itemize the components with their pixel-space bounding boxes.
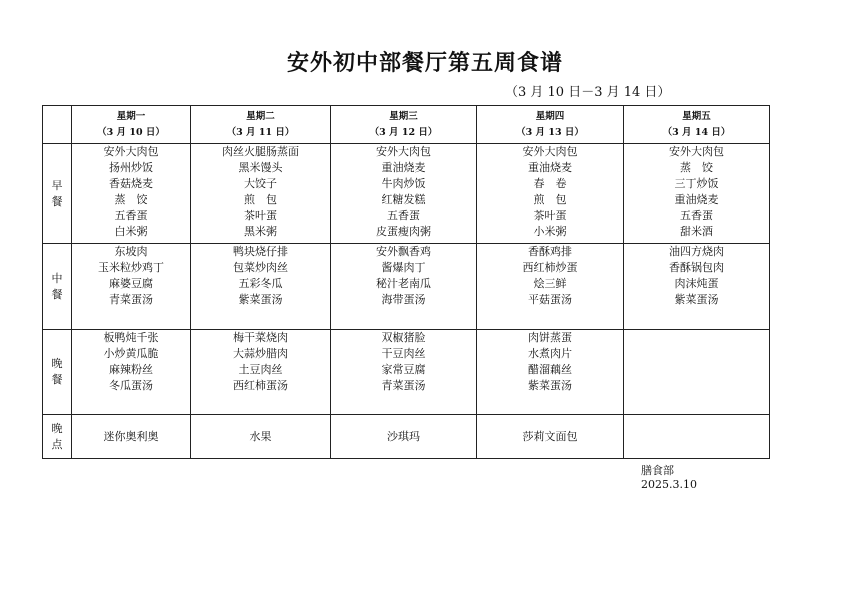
dish-item: 烩三鲜 <box>533 277 567 290</box>
table-header-row <box>43 106 770 144</box>
dish-item: 冬瓜蛋汤 <box>109 379 153 392</box>
meal-label <box>43 330 72 415</box>
dish-item: 煎 包 <box>244 193 277 206</box>
meal-row <box>43 144 770 244</box>
day-header <box>191 106 331 144</box>
dish-item: 安外大肉包 <box>669 145 724 158</box>
dish-item: 秘汁老南瓜 <box>376 277 431 290</box>
dish-item: 双椒猪脸 <box>381 331 426 344</box>
day-date: （3 月 14 日） <box>662 126 731 138</box>
dish-item: 麻婆豆腐 <box>109 277 153 290</box>
day-date: （3 月 12 日） <box>369 126 438 138</box>
dish-item: 牛肉炒饭 <box>381 177 426 190</box>
menu-cell <box>624 144 770 244</box>
menu-cell <box>72 144 191 244</box>
menu-cell <box>331 415 477 459</box>
menu-cell <box>477 144 624 244</box>
menu-cell <box>72 415 191 459</box>
dish-item: 平菇蛋汤 <box>528 293 572 306</box>
dish-item: 春 卷 <box>533 177 567 190</box>
dish-item: 茶叶蛋 <box>244 209 277 222</box>
dish-item: 重油烧麦 <box>674 193 719 206</box>
day-date: （3 月 11 日） <box>226 126 295 138</box>
dish-item: 西红柿蛋汤 <box>233 379 288 392</box>
menu-cell <box>624 330 770 415</box>
meal-label <box>43 244 72 330</box>
dish-item: 扬州炒饭 <box>109 161 153 174</box>
dish-item: 青菜蛋汤 <box>381 379 426 392</box>
dish-item: 安外大肉包 <box>103 145 159 158</box>
meal-label-char: 中 <box>51 271 63 285</box>
dish-item: 香酥锅包肉 <box>669 261 724 274</box>
dish-item: 梅干菜烧肉 <box>233 331 288 344</box>
dish-item: 五彩冬瓜 <box>238 277 283 290</box>
day-header <box>72 106 191 144</box>
dish-item: 黑米馒头 <box>238 161 283 174</box>
dish-item: 水煮肉片 <box>528 347 572 360</box>
menu-cell <box>331 144 477 244</box>
dish-item: 沙琪玛 <box>387 429 420 443</box>
dish-item: 莎莉文面包 <box>522 429 578 443</box>
meal-label-char: 早 <box>51 178 63 192</box>
menu-cell <box>72 330 191 415</box>
menu-cell <box>624 415 770 459</box>
dish-item: 麻辣粉丝 <box>109 363 153 376</box>
meal-row <box>43 415 770 459</box>
meal-label-char: 餐 <box>51 373 63 386</box>
page-title: 安外初中部餐厅第五周食谱 <box>286 50 563 76</box>
dish-item: 肉丝火腿肠蒸面 <box>222 145 299 158</box>
dish-item: 西红柿炒蛋 <box>522 261 578 274</box>
dish-item: 三丁炒饭 <box>674 177 719 190</box>
day-header <box>331 106 477 144</box>
dish-item: 白米粥 <box>114 225 148 238</box>
dish-item: 甜米酒 <box>680 225 713 238</box>
menu-cell <box>72 244 191 330</box>
dish-item: 海带蛋汤 <box>381 293 426 306</box>
menu-cell <box>191 330 331 415</box>
day-name: 星期五 <box>682 110 711 122</box>
dish-item: 重油烧麦 <box>381 161 426 174</box>
menu-cell <box>331 330 477 415</box>
menu-cell <box>331 244 477 330</box>
meal-label-char: 点 <box>51 437 63 451</box>
dish-item: 迷你奥利奥 <box>103 429 159 443</box>
menu-cell <box>477 330 624 415</box>
dish-item: 香菇烧麦 <box>109 177 153 190</box>
meal-label-char: 餐 <box>51 194 63 208</box>
dish-item: 家常豆腐 <box>381 363 426 376</box>
weekly-menu-table <box>42 105 770 459</box>
dish-item: 五香蛋 <box>680 209 713 222</box>
day-header <box>624 106 770 144</box>
menu-cell <box>624 244 770 330</box>
dish-item: 土豆肉丝 <box>238 363 283 376</box>
menu-cell <box>477 415 624 459</box>
menu-cell <box>191 244 331 330</box>
dish-item: 紫菜蛋汤 <box>238 293 283 306</box>
day-name: 星期四 <box>535 110 565 122</box>
day-name: 星期三 <box>389 110 418 122</box>
dish-item: 油四方烧肉 <box>669 245 724 258</box>
dish-item: 安外大肉包 <box>376 145 431 158</box>
dish-item: 小米粥 <box>533 225 567 238</box>
menu-cell <box>191 415 331 459</box>
dish-item: 东坡肉 <box>114 245 148 258</box>
dish-item: 大蒜炒腊肉 <box>233 347 288 360</box>
dish-item: 醋溜藕丝 <box>528 363 572 376</box>
day-name: 星期一 <box>116 110 146 122</box>
dish-item: 肉沫炖蛋 <box>674 277 719 290</box>
dish-item: 水果 <box>249 429 272 443</box>
dish-item: 大饺子 <box>244 177 277 190</box>
dish-item: 蒸 饺 <box>680 161 713 174</box>
dish-item: 干豆肉丝 <box>381 347 426 360</box>
meal-row <box>43 330 770 415</box>
menu-cell <box>477 244 624 330</box>
day-date: （3 月 13 日） <box>516 126 584 138</box>
dish-item: 小炒黄瓜脆 <box>103 347 159 360</box>
meal-label <box>43 144 72 244</box>
meal-label <box>43 415 72 459</box>
dish-item: 鸭块烧仔排 <box>233 245 288 258</box>
dish-item: 玉米粒炒鸡丁 <box>98 261 164 274</box>
dish-item: 香酥鸡排 <box>528 245 572 258</box>
meal-label-char: 晚 <box>51 421 63 435</box>
day-header <box>477 106 624 144</box>
dish-item: 酱爆肉丁 <box>381 261 426 274</box>
dish-item: 紫菜蛋汤 <box>528 379 572 392</box>
meal-label-char: 餐 <box>51 287 63 301</box>
dish-item: 红糖发糕 <box>381 193 426 206</box>
dish-item: 煎 包 <box>533 193 567 206</box>
meal-label-char: 晚 <box>51 357 63 370</box>
corner-cell <box>43 106 72 144</box>
footer-date: 2025.3.10 <box>641 478 697 491</box>
dish-item: 黑米粥 <box>244 225 277 238</box>
day-name: 星期二 <box>246 110 275 122</box>
dish-item: 紫菜蛋汤 <box>674 293 719 306</box>
dish-item: 青菜蛋汤 <box>109 293 153 306</box>
dish-item: 安外飘香鸡 <box>376 245 431 258</box>
dish-item: 五香蛋 <box>114 209 148 222</box>
dish-item: 板鸭炖千张 <box>103 331 159 344</box>
meal-row <box>43 244 770 330</box>
dish-item: 重油烧麦 <box>528 161 572 174</box>
dish-item: 包菜炒肉丝 <box>233 261 288 274</box>
footer-department: 膳食部 <box>641 464 674 477</box>
dish-item: 五香蛋 <box>387 209 420 222</box>
dish-item: 茶叶蛋 <box>533 209 567 222</box>
dish-item: 皮蛋瘦肉粥 <box>376 225 431 238</box>
dish-item: 蒸 饺 <box>114 193 148 206</box>
dish-item: 安外大肉包 <box>522 145 578 158</box>
day-date: （3 月 10 日） <box>97 126 165 138</box>
menu-cell <box>191 144 331 244</box>
dish-item: 肉饼蒸蛋 <box>528 331 572 344</box>
week-date-range: （3 月 10 日－3 月 14 日） <box>505 85 671 100</box>
